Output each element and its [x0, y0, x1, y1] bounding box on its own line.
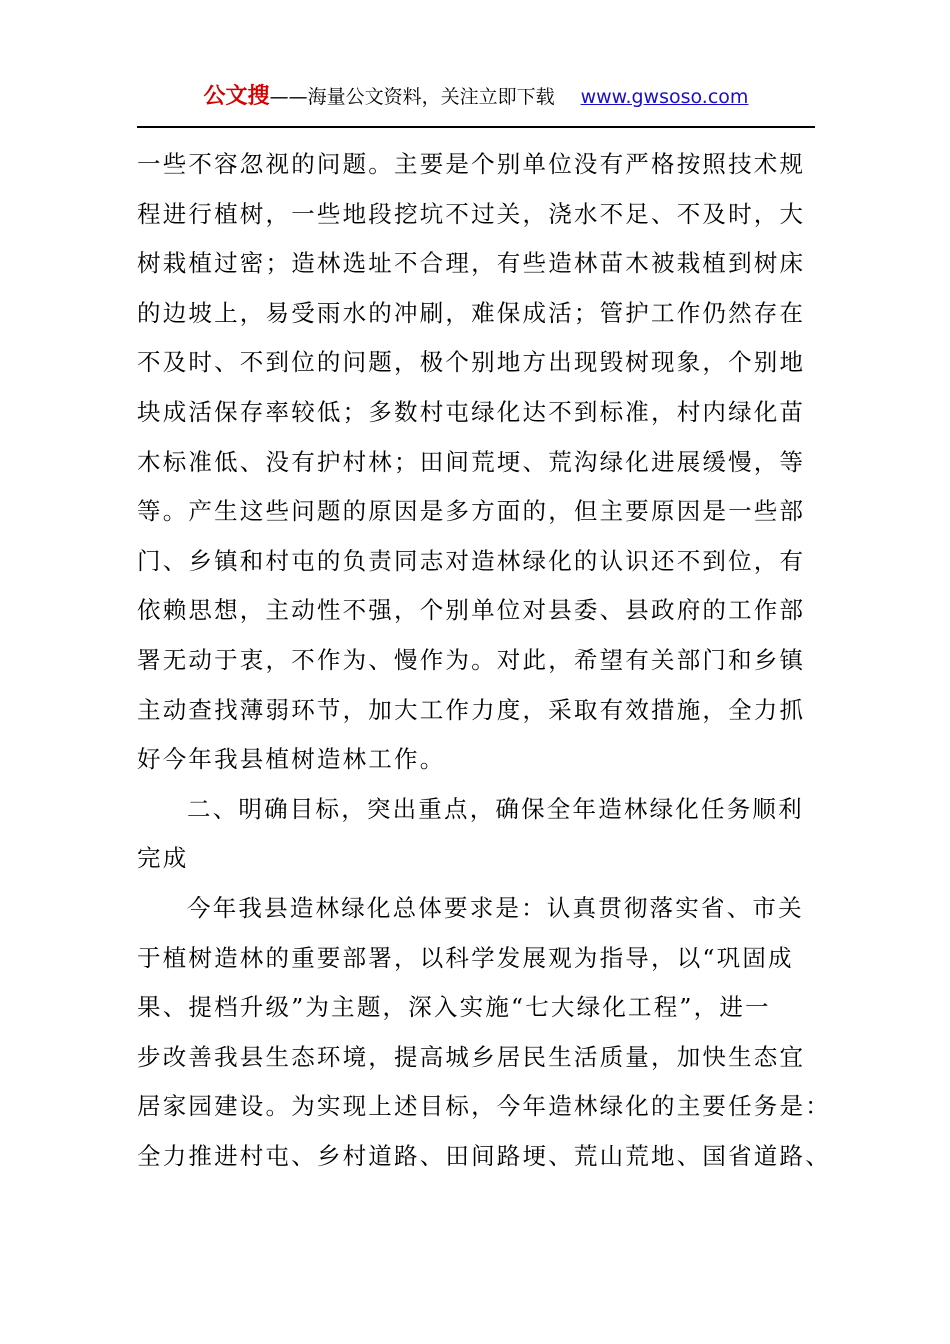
body-line: 今年我县造林绿化总体要求是：认真贯彻落实省、市关	[187, 893, 804, 922]
body-line: 全力推进村屯、乡村道路、田间路埂、荒山荒地、国省道路、	[137, 1141, 831, 1170]
body-line: 不及时、不到位的问题，极个别地方出现毁树现象，个别地	[137, 348, 806, 377]
body-line: 木标准低、没有护村林；田间荒埂、荒沟绿化进展缓慢，等	[137, 447, 806, 476]
body-line: 主动查找薄弱环节，加大工作力度，采取有效措施，全力抓	[137, 695, 806, 724]
brand-name: 公文搜	[203, 84, 270, 109]
section-heading-line: 二、明确目标，突出重点，确保全年造林绿化任务顺利	[187, 794, 804, 823]
body-line: 于植树造林的重要部署，以科学发展观为指导，以“巩固成	[137, 943, 794, 972]
body-line: 步改善我县生态环境，提高城乡居民生活质量，加快生态宜	[137, 1042, 806, 1071]
body-line: 等。产生这些问题的原因是多方面的，但主要原因是一些部	[137, 497, 806, 526]
site-link[interactable]: www.gwsoso.com	[580, 86, 749, 108]
document-body	[137, 140, 831, 1181]
section-heading-line: 完成	[137, 844, 189, 873]
body-line: 的边坡上，易受雨水的冲刷，难保成活；管护工作仍然存在	[137, 298, 806, 327]
header-tagline: ——海量公文资料，关注立即下载	[269, 86, 555, 108]
body-line: 署无动于衷，不作为、慢作为。对此，希望有关部门和乡镇	[137, 645, 806, 674]
body-line: 好今年我县植树造林工作。	[137, 745, 446, 774]
body-line: 门、乡镇和村屯的负责同志对造林绿化的认识还不到位，有	[137, 546, 806, 575]
body-line: 果、提档升级”为主题，深入实施“七大绿化工程”，进一	[137, 993, 771, 1022]
body-line: 一些不容忽视的问题。主要是个别单位没有严格按照技术规	[137, 150, 806, 178]
body-line: 块成活保存率较低；多数村屯绿化达不到标准，村内绿化苗	[137, 397, 806, 426]
body-line: 居家园建设。为实现上述目标，今年造林绿化的主要任务是：	[137, 1092, 831, 1121]
body-line: 树栽植过密；造林选址不合理，有些造林苗木被栽植到树床	[137, 249, 806, 278]
header-divider	[137, 126, 815, 128]
body-line: 依赖思想，主动性不强，个别单位对县委、县政府的工作部	[137, 596, 806, 625]
page-header	[137, 80, 815, 114]
body-line: 程进行植树，一些地段挖坑不过关，浇水不足、不及时，大	[137, 199, 806, 228]
